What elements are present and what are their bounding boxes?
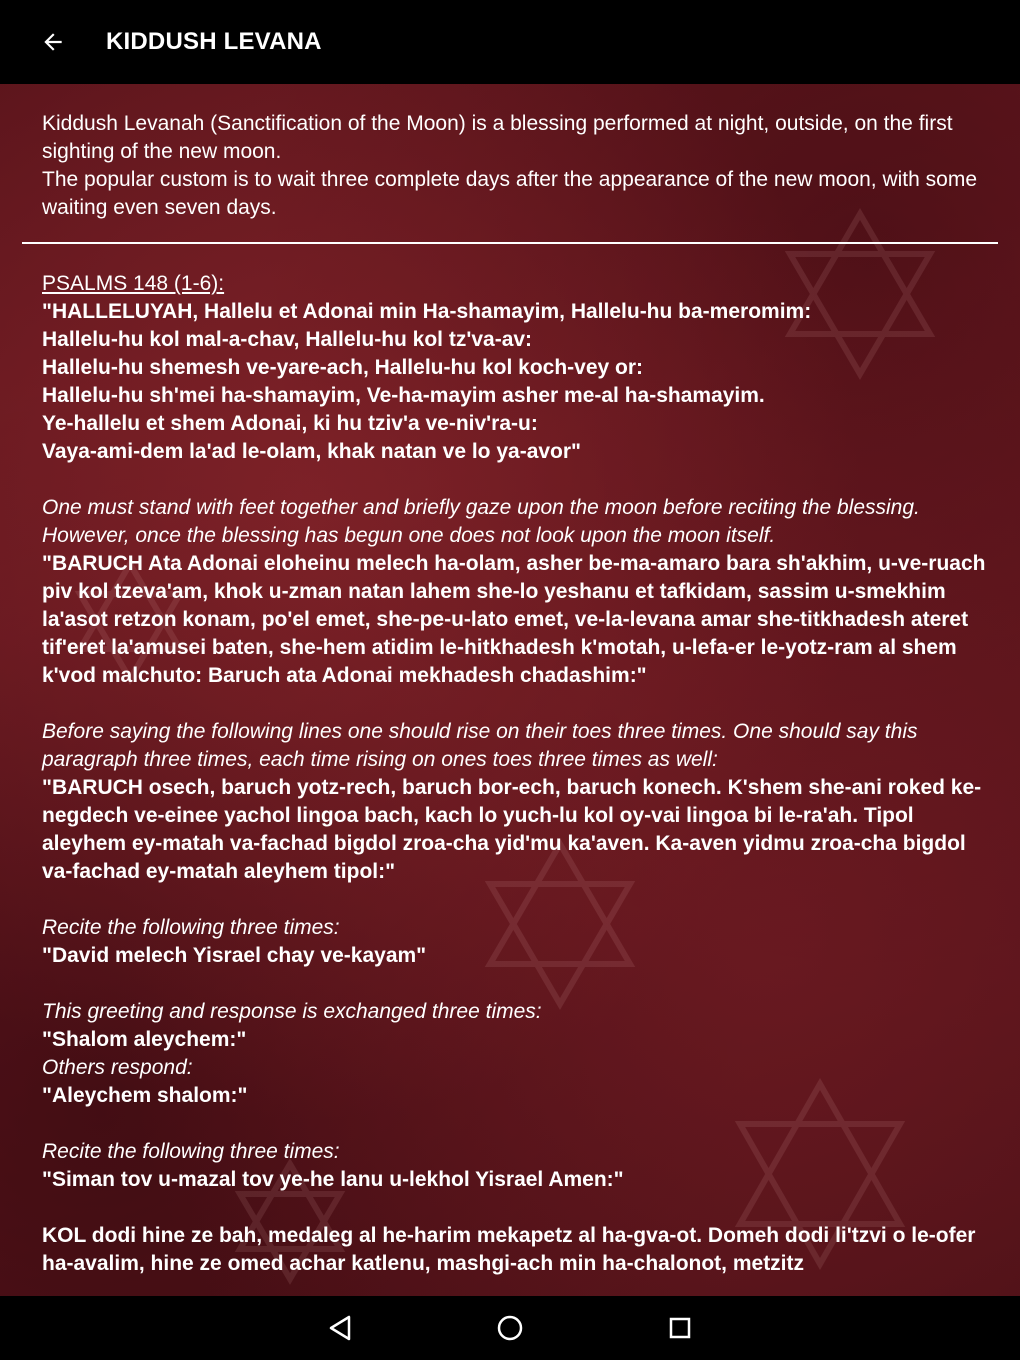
spacer	[42, 1110, 987, 1138]
psalms-verse: Hallelu-hu sh'mei ha-shamayim, Ve-ha-mayim asher me-al ha-shamayim.	[42, 384, 765, 407]
spacer	[42, 466, 987, 494]
nav-back-button[interactable]	[310, 1298, 370, 1358]
spacer	[42, 886, 987, 914]
intro-text	[42, 110, 982, 222]
toes-text: "BARUCH osech, baruch yotz-rech, baruch bor-ech, baruch konech. K'shem she-ani roked ke-negdech ve-einee yachol lingoa bach, kach lo yuch-lu kol oy-vai lingoa bi le-ra'ah. Tipol aleyhem ey-matah va-fachad bigdol zroa-cha yid'mu ka'aven. Ka-aven yidmu zroa-cha bigdol va-fachad ey-matah aleyhem tipol:"	[42, 776, 982, 883]
content-scroll[interactable]	[0, 84, 1020, 1296]
siman-text: "Siman tov u-mazal tov ye-he lanu u-lekhol Yisrael Amen:"	[42, 1168, 624, 1191]
response-instruction: Others respond:	[42, 1056, 193, 1079]
page-title: KIDDUSH LEVANA	[106, 28, 322, 55]
intro-line-2: The popular custom is to wait three complete days after the appearance of the new moon, with some waiting even seven days.	[42, 168, 978, 219]
spacer	[42, 1194, 987, 1222]
blessing-text: "BARUCH Ata Adonai eloheinu melech ha-olam, asher be-ma-amaro bara sh'akhim, u-ve-ruach piv kol tzeva'am, khok u-zman natan lahem she-lo yeshanu et tafkidam, sassim u-smekhim la'asot retzon konam, po'el emet, she-pe-u-lato emet, ve-la-levana amar she-titkhadesh ateret tif'eret la'amusei baten, she-hem atidim le-hitkhadesh k'motah, u-lefa-er le-yotz-ram al shem k'vod malchuto: Baruch ata Adonai mekhadesh chadashim:"	[42, 552, 986, 687]
app-bar	[0, 0, 1020, 84]
nav-recents-button[interactable]	[650, 1298, 710, 1358]
divider	[22, 242, 998, 244]
spacer	[42, 690, 987, 718]
greeting-instruction: This greeting and response is exchanged three times:	[42, 1000, 542, 1023]
greeting-text: "Shalom aleychem:"	[42, 1028, 247, 1051]
psalms-verse: Vaya-ami-dem la'ad le-olam, khak natan ve lo ya-avor"	[42, 440, 582, 463]
psalms-heading: PSALMS 148 (1-6):	[42, 272, 225, 295]
triangle-back-icon	[327, 1314, 353, 1342]
system-nav-bar	[0, 1296, 1020, 1360]
circle-home-icon	[496, 1314, 524, 1342]
nav-home-button[interactable]	[480, 1298, 540, 1358]
back-button[interactable]	[27, 16, 79, 68]
prayer-text	[42, 270, 987, 1278]
arrow-back-icon	[40, 29, 66, 55]
spacer	[42, 970, 987, 998]
psalms-verse: Hallelu-hu kol mal-a-chav, Hallelu-hu kol tz'va-av:	[42, 328, 533, 351]
blessing-instruction: One must stand with feet together and briefly gaze upon the moon before reciting the blessing. However, once the blessing has begun one does not look upon the moon itself.	[42, 496, 920, 547]
psalms-verse: Hallelu-hu shemesh ve-yare-ach, Hallelu-hu kol koch-vey or:	[42, 356, 644, 379]
psalms-verse: "HALLELUYAH, Hallelu et Adonai min Ha-shamayim, Hallelu-hu ba-meromim:	[42, 300, 812, 323]
siman-instruction: Recite the following three times:	[42, 1140, 340, 1163]
response-text: "Aleychem shalom:"	[42, 1084, 248, 1107]
toes-instruction: Before saying the following lines one should rise on their toes three times. One should say this paragraph three times, each time rising on ones toes three times as well:	[42, 720, 918, 771]
square-recents-icon	[667, 1315, 693, 1341]
david-text: "David melech Yisrael chay ve-kayam"	[42, 944, 427, 967]
psalms-verse: Ye-hallelu et shem Adonai, ki hu tziv'a ve-niv'ra-u:	[42, 412, 538, 435]
david-instruction: Recite the following three times:	[42, 916, 340, 939]
kol-dodi-text: KOL dodi hine ze bah, medaleg al he-harim mekapetz al ha-gva-ot. Domeh dodi li'tzvi o le-ofer ha-avalim, hine ze omed achar katlenu, mashgi-ach min ha-chalonot, metzitz	[42, 1224, 976, 1275]
intro-line-1: Kiddush Levanah (Sanctification of the Moon) is a blessing performed at night, outside, on the first sighting of the new moon.	[42, 112, 953, 163]
